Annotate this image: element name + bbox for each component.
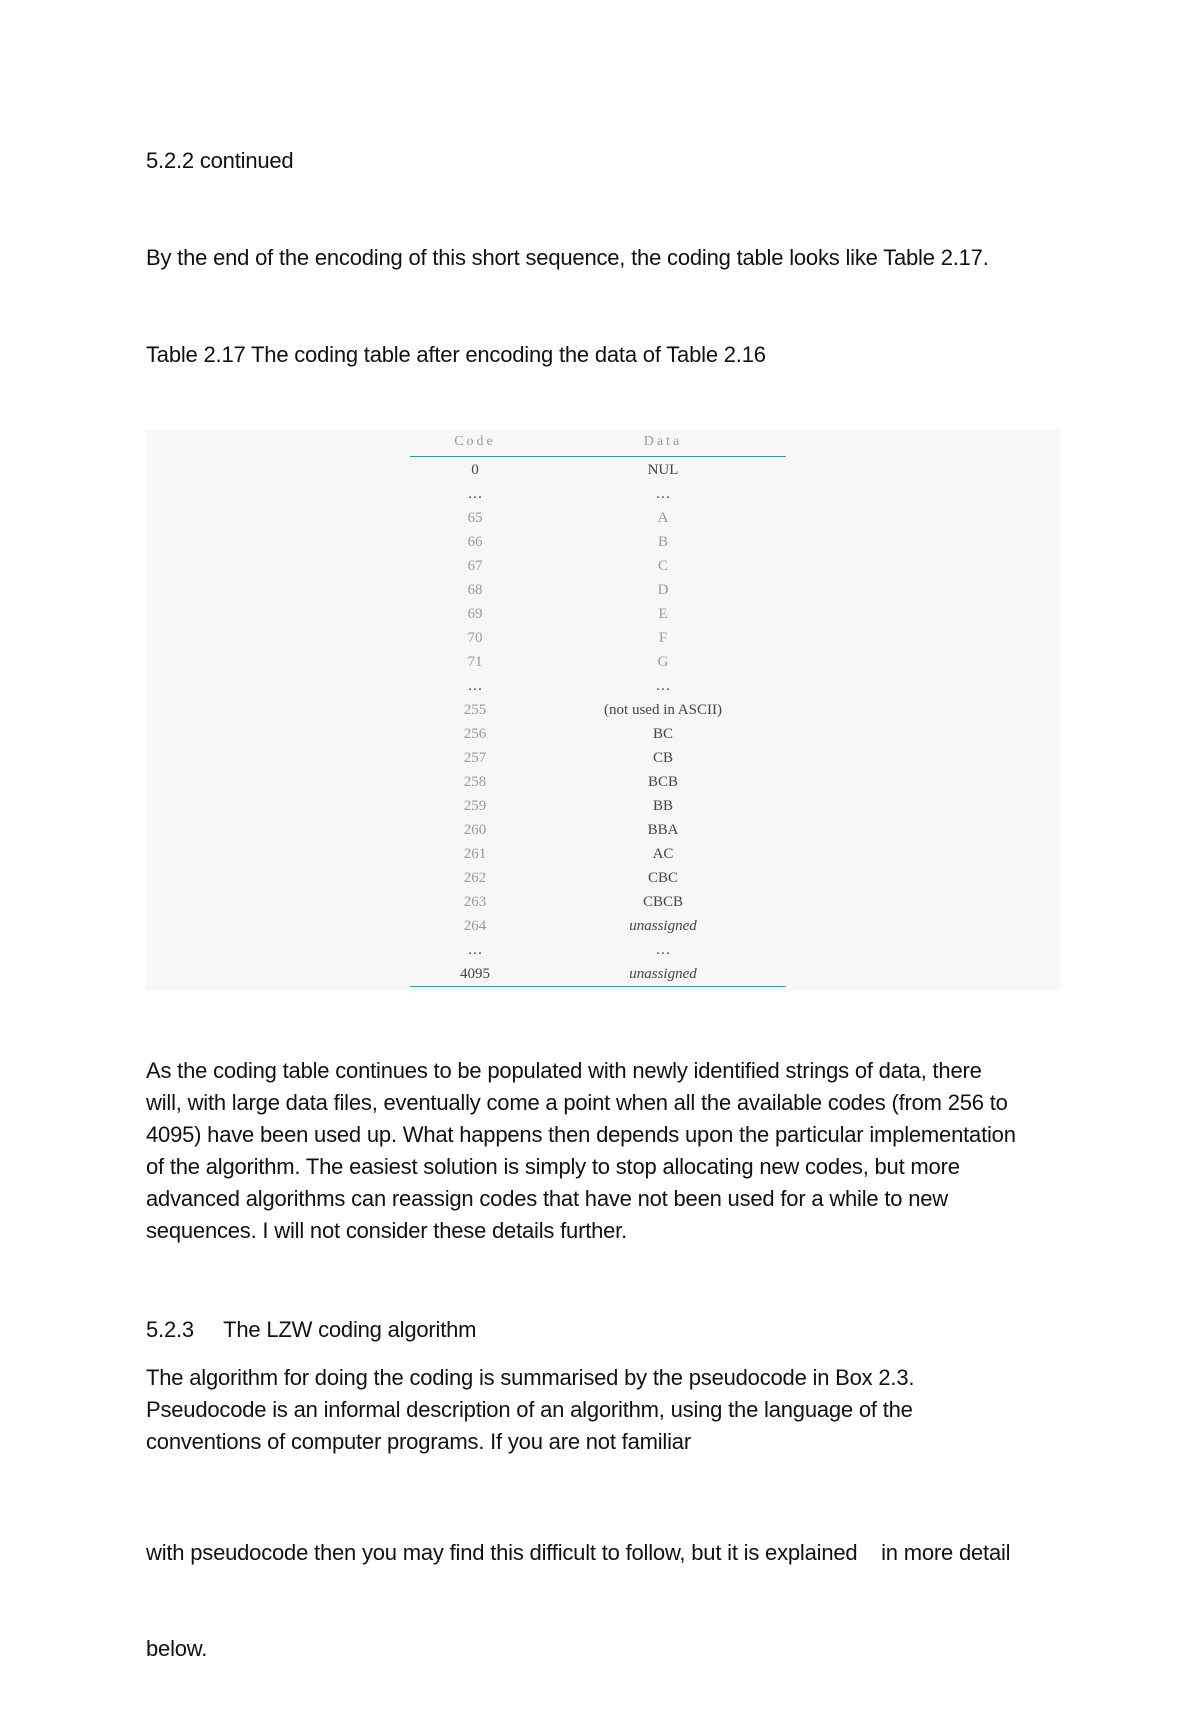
- paragraph-line: below.: [146, 1636, 208, 1661]
- table-cell-data: F: [658, 630, 668, 646]
- table-row: [410, 602, 786, 626]
- table-cell-data: B: [657, 534, 668, 550]
- paragraph-line: of the algorithm. The easiest solution is simply to stop allocating new codes, but more: [146, 1154, 960, 1179]
- table-cell-data: CBCB: [642, 894, 684, 910]
- table-row: [410, 746, 786, 770]
- table-row: [410, 554, 786, 578]
- table-row: [410, 506, 786, 530]
- table-row: [410, 650, 786, 674]
- paragraph-line: will, with large data files, eventually come a point when all the available codes (from 256 to: [146, 1090, 1008, 1115]
- paragraph-line: As the coding table continues to be populated with newly identified strings of data, there: [146, 1058, 982, 1083]
- table-row: [410, 842, 786, 866]
- table-cell-code: …: [467, 678, 483, 694]
- table-cell-code: 4095: [460, 966, 490, 982]
- table-cell-data: BB: [652, 798, 673, 814]
- table-cell-data: …: [655, 678, 671, 694]
- table-row: [410, 962, 786, 986]
- table-body: [410, 458, 786, 987]
- table-cell-code: 264: [463, 918, 487, 934]
- table-row: [410, 698, 786, 722]
- paragraph-line: 4095) have been used up. What happens then depends upon the particular implementation: [146, 1122, 1016, 1147]
- table-cell-code: 260: [463, 822, 487, 838]
- table-cell-data: unassigned: [629, 966, 697, 982]
- paragraph-line: conventions of computer programs. If you are not familiar: [146, 1429, 691, 1454]
- table-cell-code: 0: [471, 462, 479, 478]
- table-cell-data: BCB: [647, 774, 678, 790]
- paragraph-line: advanced algorithms can reassign codes that have not been used for a while to new: [146, 1186, 948, 1211]
- table-cell-data: D: [657, 582, 669, 598]
- table-row: [410, 914, 786, 938]
- table-cell-code: 67: [467, 558, 483, 574]
- table-row: [410, 626, 786, 650]
- coding-table: [410, 432, 786, 990]
- table-cell-data: CBC: [647, 870, 678, 886]
- paragraph-line: with pseudocode then you may find this difficult to follow, but it is explained in more detail: [146, 1540, 1011, 1565]
- column-header-code: Code: [454, 434, 496, 449]
- intro-sentence: By the end of the encoding of this short sequence, the coding table looks like Table 2.17.: [146, 245, 989, 270]
- paragraph-line: The algorithm for doing the coding is summarised by the pseudocode in Box 2.3.: [146, 1365, 915, 1390]
- table-row: [410, 794, 786, 818]
- table-cell-code: 257: [463, 750, 487, 766]
- table-cell-data: …: [655, 486, 671, 502]
- paragraph-line: Pseudocode is an informal description of an algorithm, using the language of the: [146, 1397, 913, 1422]
- table-cell-code: 262: [463, 870, 487, 886]
- table-row: [410, 458, 786, 482]
- section-continued-heading: 5.2.2 continued: [146, 148, 294, 173]
- table-cell-data: BC: [652, 726, 673, 742]
- table-caption: Table 2.17 The coding table after encoding the data of Table 2.16: [146, 342, 766, 367]
- table-cell-code: 256: [463, 726, 487, 742]
- table-cell-code: 69: [467, 606, 483, 622]
- table-cell-code: …: [467, 486, 483, 502]
- table-cell-code: 70: [467, 630, 483, 646]
- table-row: [410, 938, 786, 962]
- table-cell-data: E: [658, 606, 668, 622]
- table-cell-code: 71: [467, 654, 483, 670]
- paragraph-2: [146, 1362, 914, 1458]
- table-cell-code: 259: [463, 798, 487, 814]
- table-cell-code: 66: [467, 534, 483, 550]
- table-row: [410, 674, 786, 698]
- paragraph-1: [146, 1055, 1016, 1247]
- table-cell-data: A: [657, 510, 669, 526]
- table-cell-code: 258: [463, 774, 487, 790]
- table-cell-data: …: [655, 942, 671, 958]
- table-row: [410, 818, 786, 842]
- table-cell-code: 255: [463, 702, 487, 718]
- table-cell-data: unassigned: [629, 918, 697, 934]
- paragraph-line: sequences. I will not consider these details further.: [146, 1218, 628, 1243]
- section-heading-lzw: 5.2.3 The LZW coding algorithm: [146, 1317, 477, 1342]
- table-row: [410, 530, 786, 554]
- table-cell-code: 68: [467, 582, 483, 598]
- table-cell-data: C: [657, 558, 668, 574]
- table-row: [410, 722, 786, 746]
- table-row: [410, 866, 786, 890]
- table-cell-data: AC: [652, 846, 674, 862]
- table-cell-code: …: [467, 942, 483, 958]
- table-cell-data: CB: [652, 750, 673, 766]
- table-row: [410, 482, 786, 506]
- table-row: [410, 578, 786, 602]
- table-header-row: [410, 432, 786, 457]
- table-cell-code: 263: [463, 894, 487, 910]
- table-cell-code: 65: [467, 510, 483, 526]
- table-cell-data: (not used in ASCII): [604, 702, 722, 718]
- table-cell-data: BBA: [647, 822, 679, 838]
- paragraph-3: [146, 1473, 1010, 1729]
- column-header-data: Data: [643, 434, 683, 449]
- table-row: [410, 890, 786, 914]
- table-row: [410, 770, 786, 794]
- table-cell-data: G: [657, 654, 669, 670]
- table-cell-code: 261: [463, 846, 487, 862]
- table-cell-data: NUL: [647, 462, 679, 478]
